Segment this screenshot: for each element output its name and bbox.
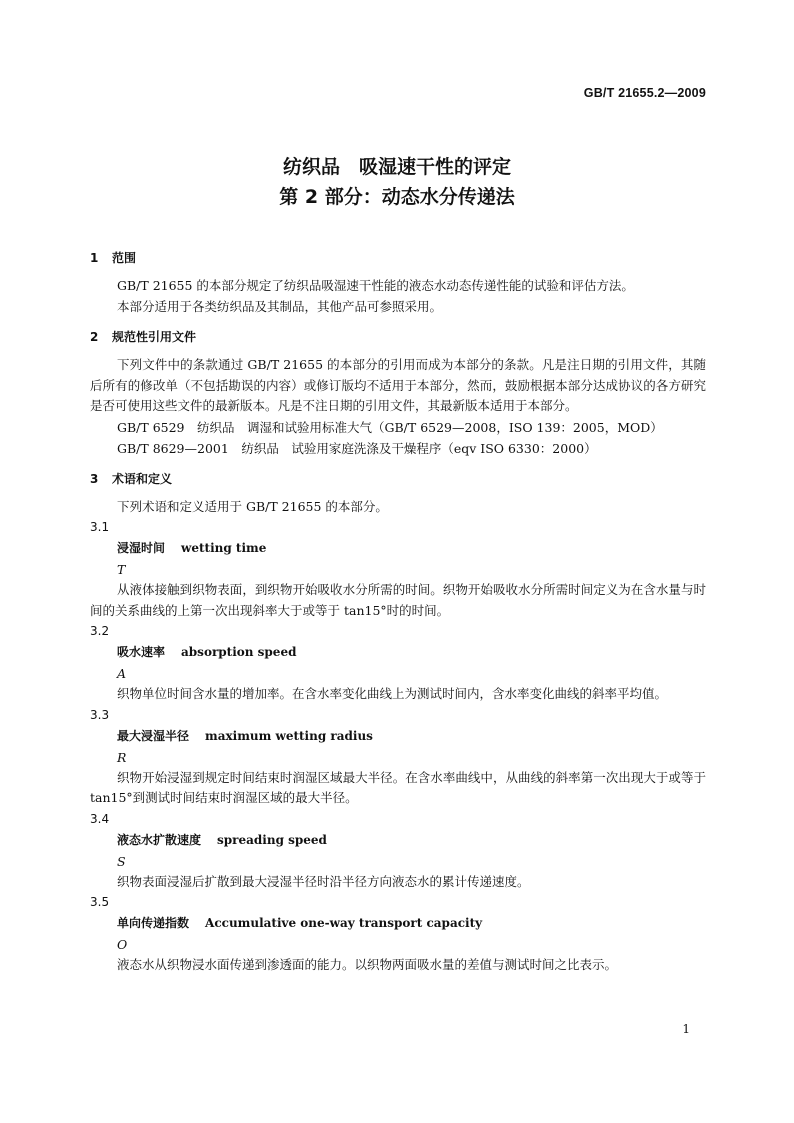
term-definition: 织物开始浸湿到规定时间结束时润湿区域最大半径。在含水率曲线中，从曲线的斜率第一次出现大于或等于 tan15°到测试时间结束时润湿区域的最大半径。 xyxy=(90,769,706,805)
term-entry xyxy=(90,517,706,621)
clause-number: 3.2 xyxy=(90,624,110,638)
reference-item: GB/T 8629—2001 纺织品 试验用家庭洗涤及干燥程序（eqv ISO 6330：2000） xyxy=(117,440,597,456)
term-symbol: O xyxy=(117,937,128,952)
section-number: 2 xyxy=(90,330,99,344)
term-zh: 单向传递指数 xyxy=(117,916,190,930)
term-definition: 液态水从织物浸水面传递到渗透面的能力。以织物两面吸水量的差值与测试时间之比表示。 xyxy=(117,957,618,972)
section-heading-normative-references xyxy=(90,327,706,347)
clause-number: 3.3 xyxy=(90,707,110,722)
term-name xyxy=(90,830,706,851)
term-definition: 从液体接触到织物表面，到织物开始吸收水分所需的时间。织物开始吸收水分所需时间定义为在含水量与时间的关系曲线的上第一次出现斜率大于或等于 tan15°时的时间。 xyxy=(90,582,706,618)
term-en: Accumulative one-way transport capacity xyxy=(205,916,483,930)
document-body xyxy=(90,248,706,976)
section-title: 范围 xyxy=(112,251,137,265)
clause-number: 3.5 xyxy=(90,895,110,909)
term-symbol: R xyxy=(117,749,127,765)
paragraph: GB/T 21655 的本部分规定了纺织品吸湿速干性能的液态水动态传递性能的试验和评估方法。 xyxy=(117,278,634,293)
term-en: spreading speed xyxy=(217,832,327,847)
term-name xyxy=(90,538,706,559)
section-heading-terms xyxy=(90,469,706,489)
term-zh: 吸水速率 xyxy=(117,645,166,659)
term-entry xyxy=(90,621,706,705)
clause-number: 3.1 xyxy=(90,520,110,534)
term-en: maximum wetting radius xyxy=(205,728,373,743)
title-line-1: 纺织品 吸湿速干性的评定 xyxy=(282,156,511,178)
reference-item: GB/T 6529 纺织品 调湿和试验用标准大气（GB/T 6529—2008，ISO 139：2005，MOD） xyxy=(117,419,663,435)
term-name xyxy=(90,642,706,663)
term-zh: 最大浸湿半径 xyxy=(117,728,190,743)
section-heading-scope xyxy=(90,248,706,268)
term-definition: 织物表面浸湿后扩散到最大浸湿半径时沿半径方向液态水的累计传递速度。 xyxy=(117,873,530,889)
term-symbol: T xyxy=(117,562,126,577)
term-definition: 织物单位时间含水量的增加率。在含水率变化曲线上为测试时间内，含水率变化曲线的斜率平均值。 xyxy=(117,686,668,701)
paragraph: 本部分适用于各类纺织品及其制品，其他产品可参照采用。 xyxy=(117,298,443,314)
term-entry xyxy=(90,892,706,976)
term-name xyxy=(90,913,706,934)
term-entry xyxy=(90,809,706,893)
term-entry xyxy=(90,705,706,809)
document-title xyxy=(0,152,794,212)
section-title: 术语和定义 xyxy=(112,471,173,486)
term-zh: 液态水扩散速度 xyxy=(117,832,202,847)
clause-number: 3.4 xyxy=(90,811,110,826)
term-symbol: A xyxy=(117,666,127,681)
paragraph: 下列术语和定义适用于 GB/T 21655 的本部分。 xyxy=(117,498,388,514)
title-line-2: 第 2 部分：动态水分传递法 xyxy=(279,186,515,208)
section-number: 3 xyxy=(90,471,99,486)
term-symbol: S xyxy=(117,853,126,869)
page-number: 1 xyxy=(682,1022,690,1036)
term-en: absorption speed xyxy=(181,645,297,659)
paragraph: 下列文件中的条款通过 GB/T 21655 的本部分的引用而成为本部分的条款。凡是注日期的引用文件，其随后所有的修改单（不包括勘误的内容）或修订版均不适用于本部分，然而，鼓励根据本部分达成协议的各方研究是否可使用这些文件的最新版本。凡是不注日期的引用文件，其最新版本适用于本部分。 xyxy=(90,357,706,413)
term-name xyxy=(90,726,706,747)
term-en: wetting time xyxy=(181,541,267,555)
section-title: 规范性引用文件 xyxy=(112,330,197,344)
standard-code: GB/T 21655.2—2009 xyxy=(583,86,706,100)
term-zh: 浸湿时间 xyxy=(117,541,166,555)
section-number: 1 xyxy=(90,251,99,265)
